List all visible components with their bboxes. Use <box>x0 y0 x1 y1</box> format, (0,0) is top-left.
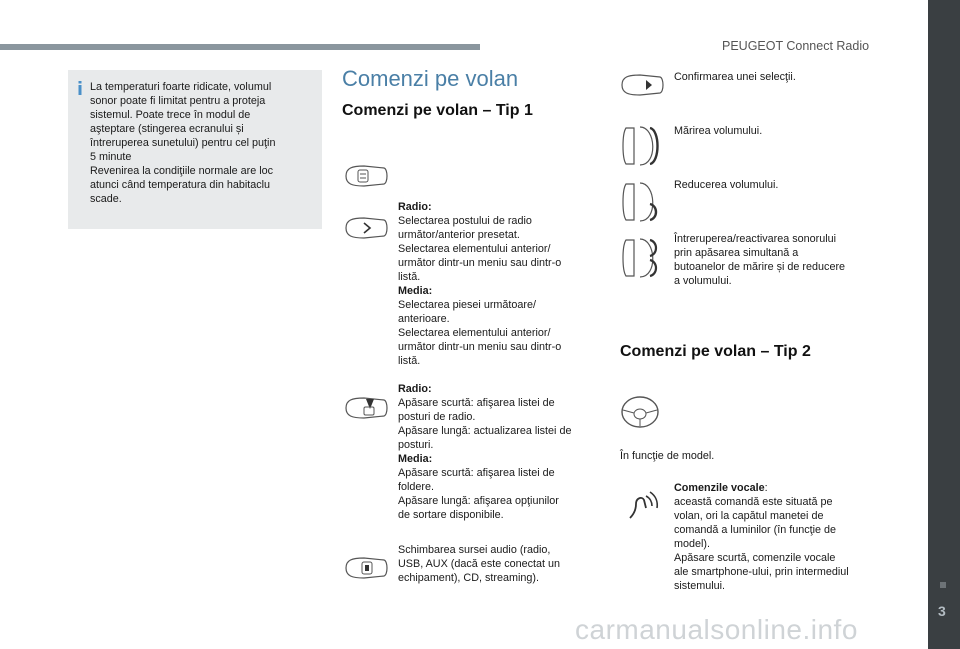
steering-stalk-icon <box>344 395 390 421</box>
voice-command-item: Comenzile vocale: această comandă este situată pe volan, ori la capătul manetei de comandă a luminilor (în funcţie de model). Apăsare scurtă, comenzile vocale ale smartphone-ului, prin intermediul sistemului. <box>674 482 849 592</box>
steering-stalk-icon <box>344 555 390 581</box>
right-item-2: Mărirea volumului. <box>674 125 763 137</box>
volume-control-icon <box>620 180 662 224</box>
section-title: Comenzi pe volan <box>342 66 519 91</box>
steering-wheel-icon <box>620 395 660 429</box>
volume-control-icon <box>620 124 662 168</box>
page-edge-band <box>928 0 960 649</box>
model-note: În funcţie de model. <box>620 450 715 462</box>
header-bar <box>0 44 480 50</box>
steering-stalk-icon <box>344 163 390 189</box>
watermark: carmanualsonline.info <box>575 614 858 645</box>
volume-control-icon <box>620 236 662 280</box>
right-item-3: Reducerea volumului. <box>674 179 779 191</box>
right-item-1: Confirmarea unei selecţii. <box>674 71 796 83</box>
info-note <box>68 70 322 229</box>
type1-heading: Comenzi pe volan – Tip 1 <box>342 102 533 119</box>
type2-heading: Comenzi pe volan – Tip 2 <box>620 343 811 360</box>
type1-item-2: Radio: Apăsare scurtă: afişarea listei de posturi de radio. Apăsare lungă: actualizarea listei de posturi. Media: Apăsare scurtă: afişarea listei de foldere. Apăsare lungă: afişarea opţiunilor de sortare disponibile. <box>398 383 572 521</box>
type1-item-1: Radio: Selectarea postului de radio următor/anterior presetat. Selectarea elementului anterior/ următor dintr-un meniu sau dintr-o listă. Media: Selectarea piesei următoare/ anterioare. Selectarea elementului anterior/ următor dintr-un meniu sau dintr-o listă. <box>398 201 562 367</box>
voice-command-icon <box>624 488 660 522</box>
page-number: 3 <box>938 603 946 619</box>
right-item-4: Întreruperea/reactivarea sonorului prin apăsarea simultană a butoanelor de mărire și de reducere a volumului. <box>674 233 846 287</box>
manual-title: PEUGEOT Connect Radio <box>722 39 870 53</box>
info-icon <box>76 81 84 95</box>
page-marker <box>940 582 946 588</box>
type1-item-3: Schimbarea sursei audio (radio, USB, AUX (dacă este conectat un echipament), CD, streaming). <box>398 544 561 584</box>
info-note-text: La temperaturi foarte ridicate, volumul sonor poate fi limitat pentru a proteja sistemul. Poate trece în modul de aşteptare (stingerea ecranului și întreruperea sunetului) pentru cel puţin 5 minute Revenirea la condiţiile normale are loc atunci când temperatura din habitaclu scade. <box>90 81 276 205</box>
steering-stalk-icon <box>344 215 390 241</box>
steering-stalk-icon <box>620 72 666 98</box>
